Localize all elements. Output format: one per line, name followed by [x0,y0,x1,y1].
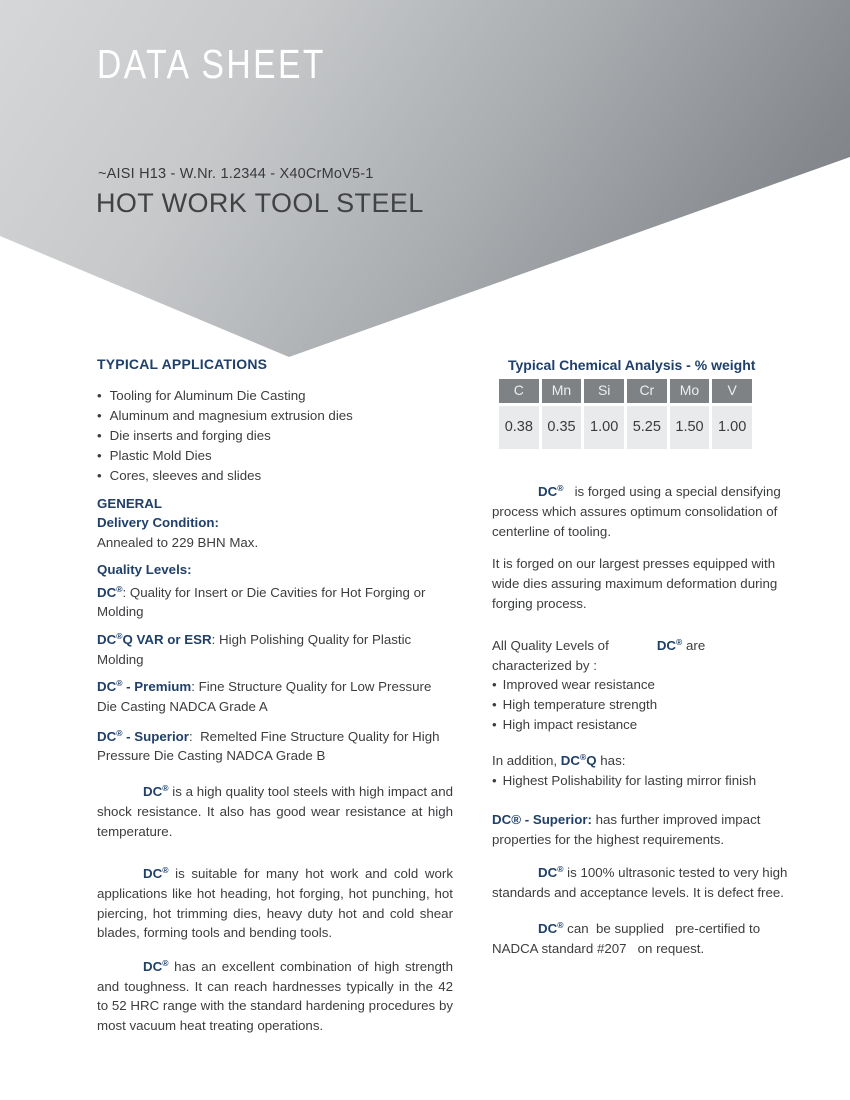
chem-header-si: Si [584,379,624,403]
body-paragraph-applications: DC® is suitable for many hot work and cold work applications like hot heading, hot forging, hot punching, hot piercing, hot trimming dies, heavy duty hot and cold shear blades, forming tools and bending tools. [97,865,453,941]
paragraph-superior: DC® - Superior: has further improved impact properties for the highest requirements. [492,812,761,847]
paragraph-nadca: DC® can be supplied pre-certified to NADCA standard #207 on request. [492,920,761,957]
list-item: • Plastic Mold Dies [97,446,453,466]
right-column [492,358,798,959]
paragraph-presses: It is forged on our largest presses equipped with wide dies assuring maximum deformation during forging process. [492,556,778,611]
quality-characteristics-list [492,675,798,735]
chem-value-v: 1.00 [712,406,752,449]
quality-level-premium: DC® - Premium: Fine Structure Quality for Low Pressure Die Casting NADCA Grade A [97,678,432,715]
list-item: • Aluminum and magnesium extrusion dies [97,406,453,426]
chem-value-c: 0.38 [499,406,539,449]
chem-header-v: V [712,379,752,403]
polishability-list [492,771,798,791]
list-item: • High temperature strength [492,695,798,715]
general-heading: GENERAL [97,495,163,511]
paragraph-quality-levels: All Quality Levels of DC® are characterized by : [492,636,706,673]
list-item: • Die inserts and forging dies [97,426,453,446]
chem-value-mn: 0.35 [542,406,582,449]
chem-header-mo: Mo [670,379,710,403]
header-banner [0,0,850,360]
paragraph-ultrasonic: DC® is 100% ultrasonic tested to very high standards and acceptance levels. It is defect free. [492,863,788,900]
paragraph-in-addition: In addition, DC®Q has: [492,752,626,769]
delivery-condition-value: Annealed to 229 BHN Max. [97,535,259,551]
list-item: • High impact resistance [492,715,798,735]
chem-header-cr: Cr [627,379,667,403]
chemical-analysis-table [499,379,752,449]
chemical-analysis-title: Typical Chemical Analysis - % weight [508,357,756,373]
doc-title: DATA SHEET [97,41,326,87]
quality-levels-heading: Quality Levels: [97,561,192,577]
paragraph-forged: DC® is forged using a special densifying process which assures optimum consolidation of centerline of tooling. [492,483,781,539]
chem-header-mn: Mn [542,379,582,403]
body-paragraph-quality: DC® is a high quality tool steels with high impact and shock resistance. It also has good wear resistance at high temperature. [97,783,453,839]
applications-list [97,386,453,486]
left-column [97,355,453,1036]
delivery-condition-heading: Delivery Condition: [97,515,219,531]
list-item: • Improved wear resistance [492,675,798,695]
quality-level-dc: DC®: Quality for Insert or Die Cavities for Hot Forging or Molding [97,583,426,620]
typical-applications-heading: TYPICAL APPLICATIONS [97,356,268,372]
product-title: HOT WORK TOOL STEEL [96,188,424,218]
quality-level-dcq-var-esr: DC®Q VAR or ESR: High Polishing Quality for Plastic Molding [97,630,412,667]
chem-value-si: 1.00 [584,406,624,449]
list-item: • Cores, sleeves and slides [97,466,453,486]
general-block [97,494,453,553]
chem-value-mo: 1.50 [670,406,710,449]
quality-level-superior: DC® - Superior: Remelted Fine Structure Quality for High Pressure Die Casting NADCA Grade B [97,727,440,764]
chem-value-cr: 5.25 [627,406,667,449]
chem-header-c: C [499,379,539,403]
steel-grade-subtitle: ~AISI H13 - W.Nr. 1.2344 - X40CrMoV5-1 [98,166,374,182]
list-item: • Highest Polishability for lasting mirror finish [492,771,798,791]
list-item: • Tooling for Aluminum Die Casting [97,386,453,406]
body-paragraph-hardness: DC® has an excellent combination of high strength and toughness. It can reach hardnesses typically in the 42 to 52 HRC range with the standard hardening procedures by most vacuum heat treating operations. [97,958,453,1034]
